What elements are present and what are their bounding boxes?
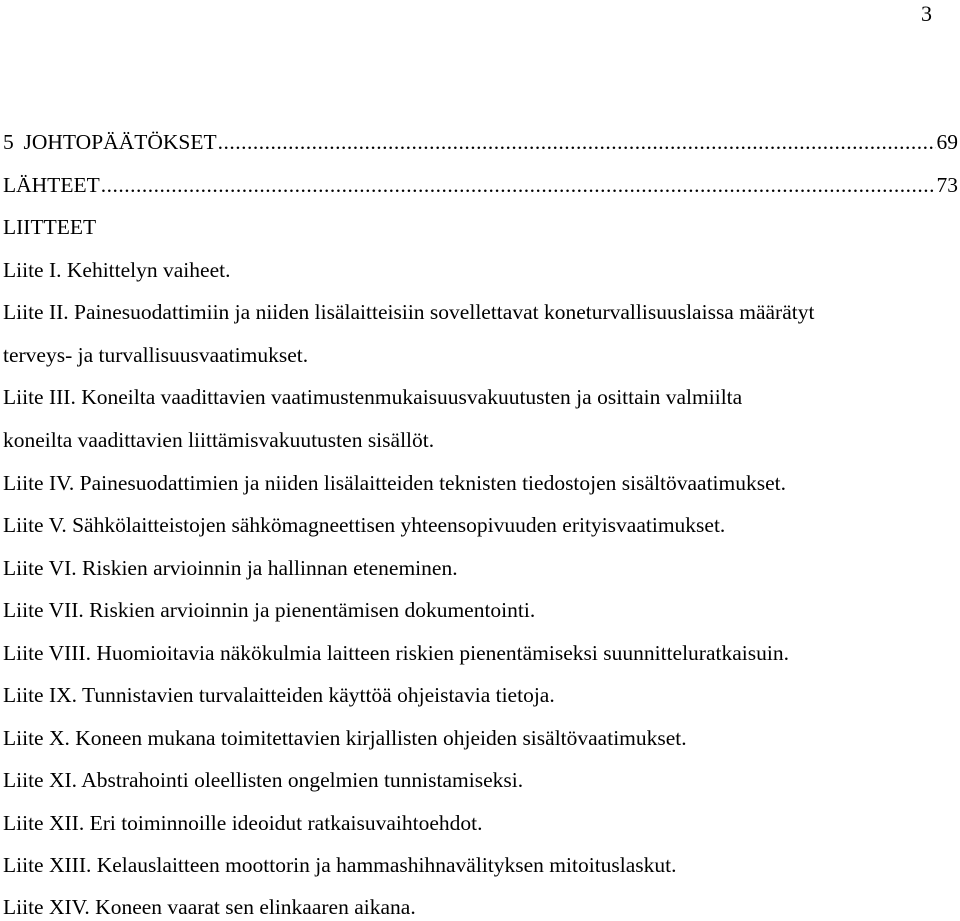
appendix-line: Liite V. Sähkölaitteistojen sähkömagneettisen yhteensopivuuden erityisvaatimukset.	[3, 513, 726, 537]
appendix-line: Liite IX. Tunnistavien turvalaitteiden käyttöä ohjeistavia tietoja.	[3, 683, 555, 707]
appendix-line: koneilta vaadittavien liittämisvakuutusten sisällöt.	[3, 428, 435, 452]
toc-entry-page: 69	[936, 130, 958, 154]
toc-entry-conclusions[interactable]	[3, 128, 958, 156]
appendix-line: Liite VIII. Huomioitavia näkökulmia laitteen riskien pienentämiseksi suunnitteluratkaisuin.	[3, 641, 789, 665]
appendix-line: Liite I. Kehittelyn vaiheet.	[3, 258, 231, 282]
appendix-line: Liite X. Koneen mukana toimitettavien kirjallisten ohjeiden sisältövaatimukset.	[3, 726, 687, 750]
appendix-line: Liite II. Painesuodattimiin ja niiden lisälaitteisiin sovellettavat koneturvallisuuslaissa määrätyt	[3, 300, 815, 324]
toc-leader-dots	[101, 171, 936, 199]
toc-leader-dots	[218, 128, 936, 156]
toc-entry-page: 73	[936, 173, 958, 197]
appendix-line: Liite VII. Riskien arvioinnin ja pienentämisen dokumentointi.	[3, 598, 536, 622]
appendix-line: Liite XIII. Kelauslaitteen moottorin ja hammashihnavälityksen mitoituslaskut.	[3, 853, 677, 877]
appendix-line: terveys- ja turvallisuusvaatimukset.	[3, 343, 309, 367]
appendix-line: Liite VI. Riskien arvioinnin ja hallinnan eteneminen.	[3, 556, 458, 580]
appendix-line: Liite XI. Abstrahointi oleellisten ongelmien tunnistamiseksi.	[3, 768, 524, 792]
page-number: 3	[921, 1, 932, 26]
appendix-line: Liite III. Koneilta vaadittavien vaatimustenmukaisuusvakuutusten ja osittain valmiilta	[3, 385, 743, 409]
appendix-line: Liite IV. Painesuodattimien ja niiden lisälaitteiden teknisten tiedostojen sisältövaatimukset.	[3, 471, 787, 495]
toc-entry-title: JOHTOPÄÄTÖKSET	[23, 130, 217, 154]
toc-entry-references[interactable]	[3, 171, 958, 199]
toc-entry-number: 5	[3, 130, 14, 154]
appendix-line: Liite XII. Eri toiminnoille ideoidut ratkaisuvaihtoehdot.	[3, 811, 483, 835]
appendix-line: Liite XIV. Koneen vaarat sen elinkaaren aikana.	[3, 895, 416, 919]
appendix-heading: LIITTEET	[3, 215, 97, 239]
toc-entry-title: LÄHTEET	[3, 173, 100, 197]
